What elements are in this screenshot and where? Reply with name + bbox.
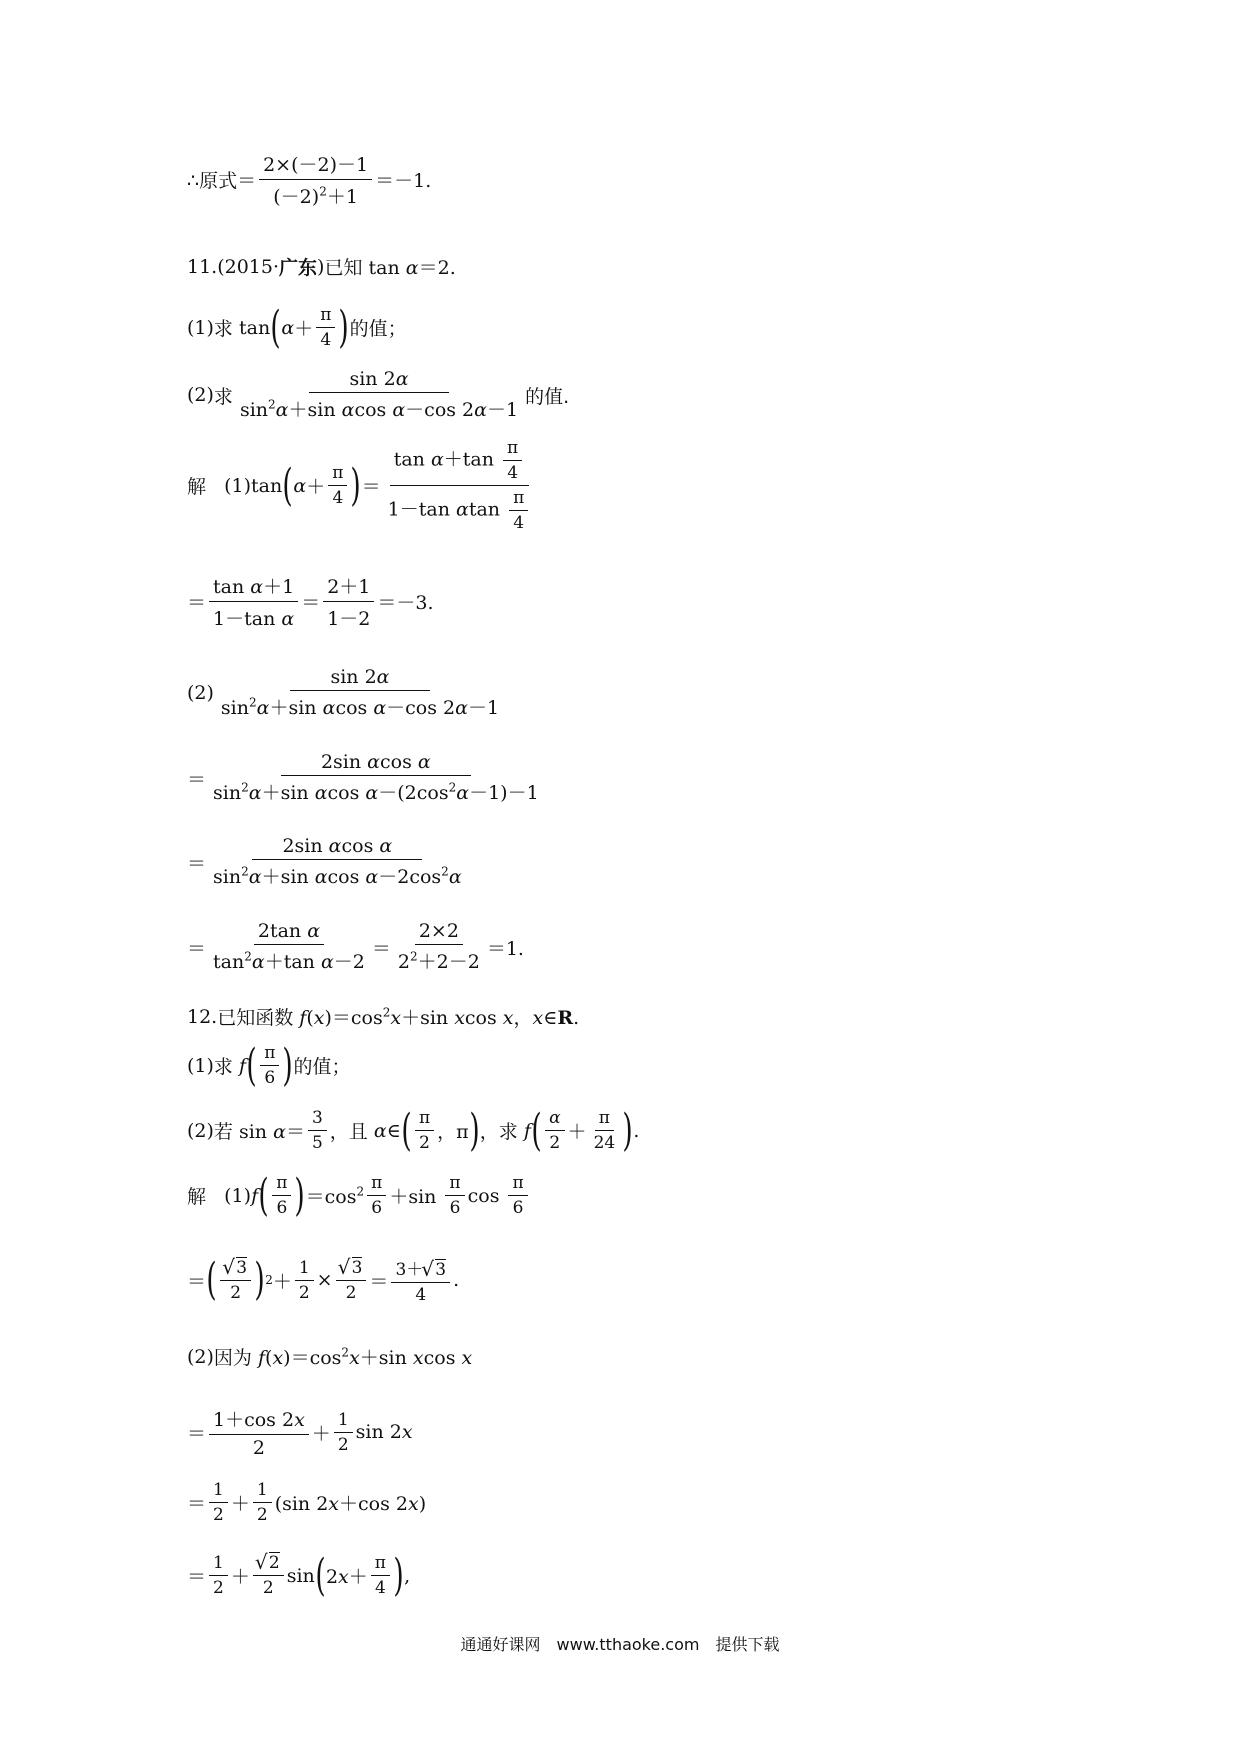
line-17: ＝ 1＋cos 2x 2 ＋ 1 2 sin 2x [187,1405,413,1459]
line-2: 11.(2015· 广东 ) 已知 tan α＝2. [187,255,456,279]
line-10: ＝ 2tan α $\tan^2\alpha+\tan$ α－2 ＝ 2×2 $2^2+2-2$ ＝1. [187,920,524,973]
line-3: (1) 求 tan ( α ＋ π 4 ) 的值； [187,301,407,353]
page-footer: 通通好课网 www.tthaoke.com 提供下载 [460,1635,780,1654]
line-8: ＝ 2sin αcos α $\sin^2\alpha+\sin$ αcos $\alpha-(2\cos^2\alpha-1)-1$ [187,751,539,804]
line-16: (2) 因为 $f(x)=\cos^2x+\sin$ xcos x [187,1345,473,1369]
line-14: 解 (1) f ( π 6 ) $=\cos^2$ π 6 ＋sin π 6 cos π 6 [187,1173,531,1218]
line-5: 解 (1)tan ( α ＋ π 4 ) ＝ tan α＋tan $\frac{\pi}{4}$ 1－tan αtan $\frac{\pi}{4}$ [187,438,538,533]
line-15: ＝ ( √ 3 2 ) 2 ＋ $\frac{1}{2}$ × √ $\frac{3}{2}$ ＝ 3＋√ 3 4 . [187,1255,459,1305]
line-4: (2) 求 sin 2α $\sin^2\alpha+\sin$ αcos α－cos 2α－1 的值. [187,368,570,421]
line-19: ＝ 1 2 ＋ √ 2 2 sin ( 2x＋ π 4 ) , [187,1553,410,1598]
line-18: ＝ 1 2 ＋ 1 2 (sin 2x＋cos 2x) [187,1480,427,1525]
line-13: (2) 若 sin α＝ 3 5 ，且 α∈ ( π 2 ，π ) ，求 f ( α 2 ＋ π 24 ) . [187,1104,640,1156]
line-9: ＝ 2sin αcos α $\sin^2\alpha+\sin$ αcos $\alpha-2\cos^2\alpha$ [187,835,462,888]
line-7: (2) sin 2α $\sin^2\alpha+\sin$ αcos α－cos 2α－1 [187,666,500,719]
line-12: (1) 求 f ( π 6 ) 的值； [187,1039,351,1091]
line-1: ∴原式＝ 2×(－2)－1 $(-2)^2+1$ ＝－1. [187,150,431,209]
line-11: 12. 已知函数 $f(x)=\cos^2x+\sin$ xcos x，x∈R. [187,1005,580,1029]
line-6: ＝ tan α＋1 1－tan α ＝ 2＋1 1－2 ＝－3. [187,572,434,631]
